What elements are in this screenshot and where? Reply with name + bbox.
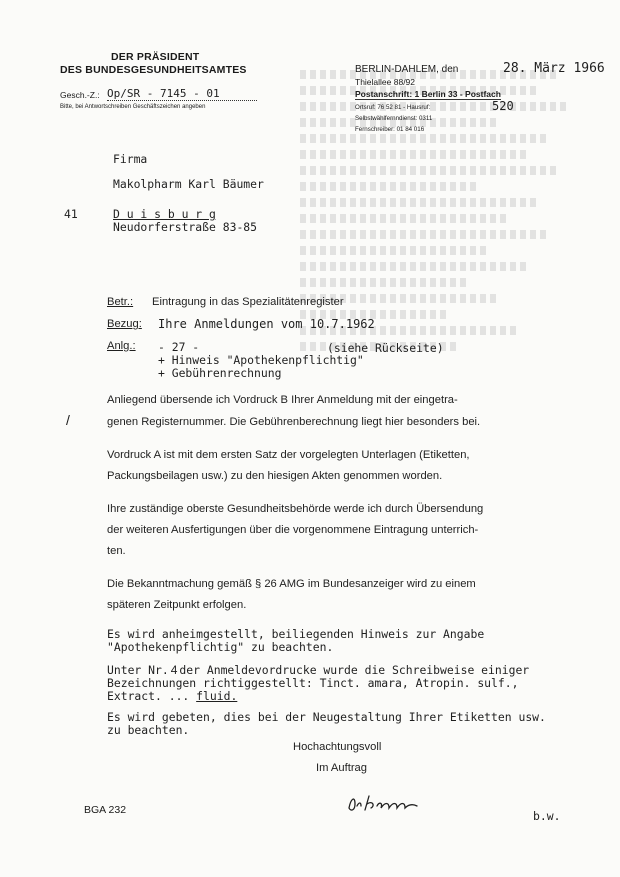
anlg-item-1: - 27 - bbox=[158, 340, 200, 354]
para6-pre: Unter Nr. bbox=[107, 663, 169, 677]
recipient-city: D u i s b u r g bbox=[113, 207, 216, 221]
recipient-postcode: 41 bbox=[64, 207, 78, 221]
margin-mark: / bbox=[66, 412, 70, 428]
anlg-item-2: + Hinweis "Apothekenpflichtig" bbox=[158, 353, 364, 367]
sender-selbst: Selbstwählfernndienst: 0311 bbox=[355, 115, 433, 122]
para6-fluid: fluid. bbox=[196, 689, 238, 703]
gz-note: Bitte, bei Antwortschreiben Geschäftszeichen angeben bbox=[60, 104, 206, 110]
para1-line2: genen Registernummer. Die Gebührenberechnung liegt hier besonders bei. bbox=[107, 416, 481, 428]
closing-auftrag: Im Auftrag bbox=[316, 762, 367, 774]
para6-line1 bbox=[107, 663, 529, 677]
handwritten-signature bbox=[345, 790, 425, 816]
para3-line1: Ihre zuständige oberste Gesundheitsbehörde werde ich durch Übersendung bbox=[107, 503, 484, 515]
para6-line3 bbox=[107, 689, 237, 703]
para3-line2: der weiteren Ausfertigungen über die vorgenommene Eintragung unterrich- bbox=[107, 524, 479, 536]
para1-line1: Anliegend übersende ich Vordruck B Ihrer Anmeldung mit der eingetra- bbox=[107, 394, 458, 406]
sender-street: Thielallee 88/92 bbox=[355, 77, 416, 87]
para6-extract: Extract. ... bbox=[107, 689, 197, 703]
bezug-text: Ihre Anmeldungen vom 10.7.1962 bbox=[158, 317, 375, 331]
recipient-street: Neudorferstraße 83-85 bbox=[113, 220, 258, 234]
para4-line1: Die Bekanntmachung gemäß § 26 AMG im Bundesanzeiger wird zu einem bbox=[107, 578, 476, 590]
closing-greeting: Hochachtungsvoll bbox=[293, 741, 382, 753]
letterhead-line1: DER PRÄSIDENT bbox=[111, 51, 200, 63]
form-number: BGA 232 bbox=[84, 804, 127, 816]
bezug-label: Bezug: bbox=[107, 318, 142, 330]
para5-line1: Es wird anheimgestellt, beiliegenden Hinweis zur Angabe bbox=[107, 627, 485, 641]
para2-line2: Packungsbeilagen usw.) zu den hiesigen Akten genommen worden. bbox=[107, 470, 443, 482]
letter-date: 28. März 1966 bbox=[503, 61, 605, 76]
anlg-item-3: + Gebührenrechnung bbox=[158, 366, 282, 380]
bitte-wenden: b.w. bbox=[533, 809, 561, 823]
para7-line1: Es wird gebeten, dies bei der Neugestaltung Ihrer Etiketten usw. bbox=[107, 710, 546, 724]
para5-line2: "Apothekenpflichtig" zu beachten. bbox=[107, 640, 334, 654]
para6-post: der Anmeldevordrucke wurde die Schreibweise einiger bbox=[179, 663, 530, 677]
sender-city: BERLIN-DAHLEM, den bbox=[355, 64, 459, 75]
anlg-item-1-note: (siehe Rückseite) bbox=[327, 341, 444, 355]
sender-phone: Ortsruf: 76 52 81 - Hausruf: bbox=[355, 104, 431, 111]
para3-line3: ten. bbox=[107, 545, 126, 557]
letterhead-line2: DES BUNDESGESUNDHEITSAMTES bbox=[60, 64, 247, 76]
recipient-line1: Firma bbox=[113, 152, 148, 166]
betr-label: Betr.: bbox=[107, 296, 134, 308]
para7-line2: zu beachten. bbox=[107, 723, 190, 737]
gz-label: Gesch.-Z.: bbox=[60, 90, 100, 100]
sender-post: Postanschrift: 1 Berlin 33 - Postfach bbox=[355, 89, 501, 99]
anlg-label: Anlg.: bbox=[107, 340, 136, 352]
para6-handwritten-num: 4 bbox=[170, 663, 178, 677]
betr-text: Eintragung in das Spezialitätenregister bbox=[152, 296, 344, 308]
recipient-line2: Makolpharm Karl Bäumer bbox=[113, 177, 264, 191]
sender-fernschreiber: Fernschreiber: 01 84 016 bbox=[355, 126, 425, 133]
sender-ext: 520 bbox=[492, 99, 514, 113]
para2-line1: Vordruck A ist mit dem ersten Satz der vorgelegten Unterlagen (Etiketten, bbox=[107, 449, 470, 461]
para4-line2: späteren Zeitpunkt erfolgen. bbox=[107, 599, 247, 611]
gz-value: Op/SR - 7145 - 01 bbox=[107, 87, 257, 101]
para6-line2: Bezeichnungen richtiggestellt: Tinct. amara, Atropin. sulf., bbox=[107, 676, 519, 690]
